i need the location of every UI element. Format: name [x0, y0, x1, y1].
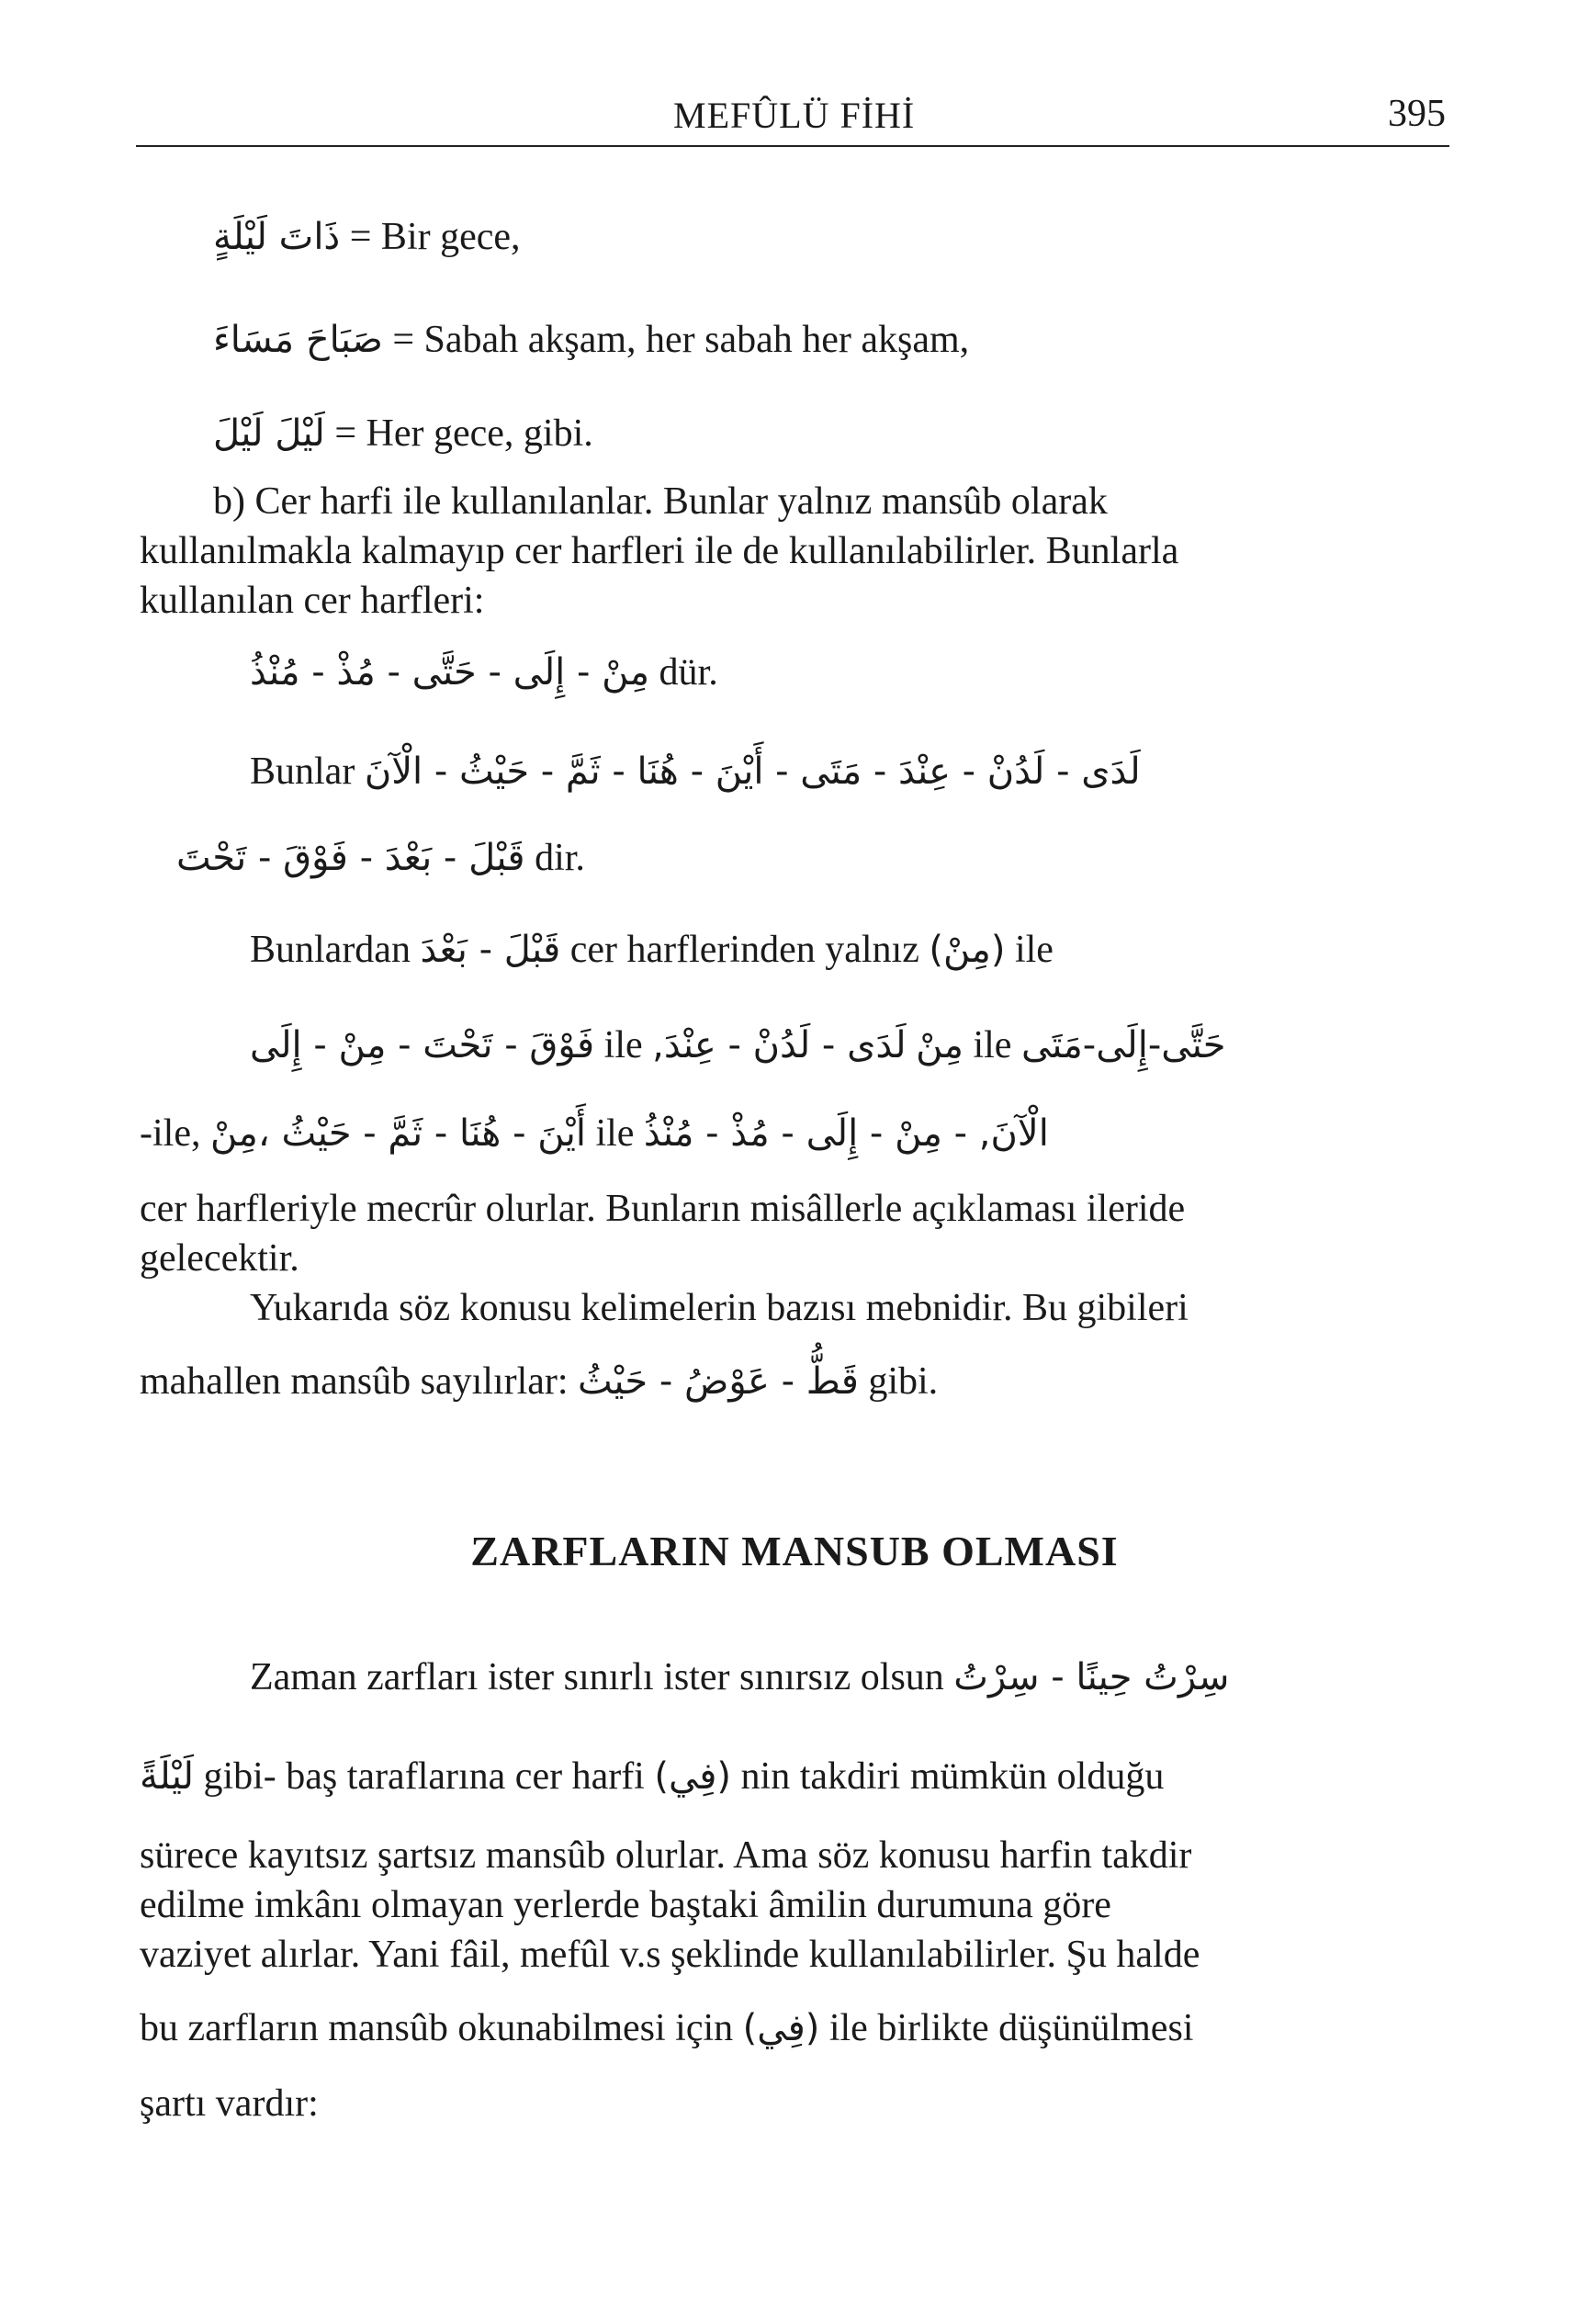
section-heading: ZARFLARIN MANSUB OLMASI [470, 1528, 1119, 1574]
example-arabic: صَبَاحَ مَسَاءَ [213, 319, 383, 361]
text-line: vaziyet alırlar. Yani fâil, mefûl v.s şeklinde kullanılabilirler. Şu halde [140, 1934, 1200, 1976]
arabic-words: قَطُّ - عَوْضُ - حَيْثُ [578, 1360, 859, 1403]
arabic-words: الْآنَ, - مِنْ - إِلَى - مُذْ - مُنْذُ [643, 1112, 1049, 1155]
arabic-list: لَدَى - لَدُنْ - عِنْدَ - مَتَى - أَيْنَ - هُنَا - ثَمَّ - حَيْثُ - الْآنَ [364, 750, 1141, 793]
middle-text: cer harflerinden yalnız [569, 929, 919, 971]
suffix-text: ile [1014, 929, 1054, 971]
example-meaning: = Sabah akşam, her sabah her akşam, [392, 319, 970, 361]
example-line-1 [213, 213, 521, 261]
para-b-line-1 [213, 478, 1448, 525]
arabic-word: لَيْلَةً [140, 1755, 194, 1798]
arabic-words: قَبْلَ - بَعْدَ [420, 929, 561, 971]
suffix-text: gibi. [868, 1360, 939, 1403]
arabic-words: أَيْنَ - هُنَا - ثَمَّ - حَيْثُ ،مِنْ [209, 1112, 586, 1155]
zaman-line-4 [140, 1881, 1111, 1929]
bunlardan-line [250, 926, 1054, 974]
example-line-2 [213, 316, 969, 364]
para-b-line-2 [140, 527, 1178, 575]
zaman-line-7 [140, 2080, 319, 2127]
zaman-line-5 [140, 1931, 1200, 1979]
para-b-line-3 [140, 577, 484, 625]
zaman-line-6 [140, 2004, 1193, 2052]
bunlar-line [250, 748, 1141, 795]
arabic-fi: (فِي) [742, 2007, 820, 2049]
arabic-words: لَدَى - لَدُنْ - عِنْدَ, [652, 1024, 907, 1066]
arabic-list: مِنْ - إِلَى - حَتَّى - مُذْ - مُنْذُ [250, 651, 650, 694]
text-line: kullanılmakla kalmayıp cer harfleri ile de kullanılabilirler. Bunlarla [140, 530, 1179, 572]
text-line: gibi- baş taraflarına cer harfi [203, 1755, 645, 1798]
text-line: ile birlikte düşünülmesi [828, 2007, 1194, 2049]
example-arabic: ذَاتَ لَيْلَةٍ [213, 216, 341, 258]
combo-line-1 [250, 1021, 1225, 1069]
running-title: MEFÛLÜ FİHİ [673, 95, 916, 136]
arabic-words: سِرْتُ حِينًا - سِرْتُ [953, 1656, 1230, 1698]
example-meaning: = Bir gece, [349, 216, 521, 258]
prefix-text: Bunlardan [250, 929, 411, 971]
dir-line [176, 834, 585, 882]
text-line: bu zarfların mansûb okunabilmesi için [140, 2007, 734, 2049]
ile-text: ile [603, 1024, 643, 1066]
zaman-line-1 [250, 1653, 1229, 1701]
combo-line-2 [140, 1110, 1049, 1157]
arabic-min: مِنْ [916, 1024, 964, 1066]
para-mecrur-line-1 [140, 1185, 1448, 1233]
text-line: b) Cer harfi ile kullanılanlar. Bunlar yalnız mansûb olarak [213, 480, 1108, 523]
text-line: kullanılan cer harfleri: [140, 580, 485, 622]
cer-harfleri-line [250, 649, 718, 696]
text-line: cer harfleriyle mecrûr olurlar. Bunların misâllerle açıklaması ileride [140, 1188, 1186, 1230]
example-meaning: = Her gece, gibi. [334, 412, 593, 455]
arabic-list: قَبْلَ - بَعْدَ - فَوْقَ - تَحْتَ [176, 837, 525, 879]
arabic-min: (مِنْ) [929, 929, 1006, 971]
arabic-words: فَوْقَ - تَحْتَ - مِنْ - إِلَى [250, 1024, 595, 1066]
text-line: şartı vardır: [140, 2082, 319, 2125]
suffix-text: dür. [659, 651, 718, 694]
page-header [136, 88, 1449, 147]
text-line: Yukarıda söz konusu kelimelerin bazısı mebnidir. Bu gibileri [250, 1287, 1189, 1329]
para-mebni-line-1 [250, 1284, 1448, 1332]
text-line: gelecektir. [140, 1237, 299, 1280]
para-mecrur-line-2 [140, 1235, 299, 1282]
arabic-words: حَتَّى-إِلَى-مَتَى [1020, 1024, 1226, 1066]
text-line: Zaman zarfları ister sınırlı ister sınırsız olsun [250, 1656, 944, 1698]
text-line: mahallen mansûb sayılırlar: [140, 1360, 569, 1403]
prefix-text: -ile, [140, 1112, 201, 1155]
para-mebni-line-2 [140, 1358, 938, 1405]
ile-text: ile [595, 1112, 635, 1155]
zaman-line-2 [140, 1753, 1164, 1800]
example-line-3 [213, 410, 593, 457]
prefix-text: Bunlar [250, 750, 355, 793]
zaman-line-3 [140, 1832, 1448, 1879]
text-line: sürece kayıtsız şartsız mansûb olurlar. Ama söz konusu harfin takdir [140, 1834, 1192, 1877]
text-line: edilme imkânı olmayan yerlerde baştaki âmilin durumuna göre [140, 1884, 1111, 1926]
example-arabic: لَيْلَ لَيْلَ [213, 412, 325, 455]
text-line: nin takdiri mümkün olduğu [740, 1755, 1165, 1798]
page-number: 395 [1388, 93, 1446, 135]
ile-text: ile [973, 1024, 1012, 1066]
arabic-fi: (فِي) [654, 1755, 732, 1798]
suffix-text: dir. [535, 837, 585, 879]
